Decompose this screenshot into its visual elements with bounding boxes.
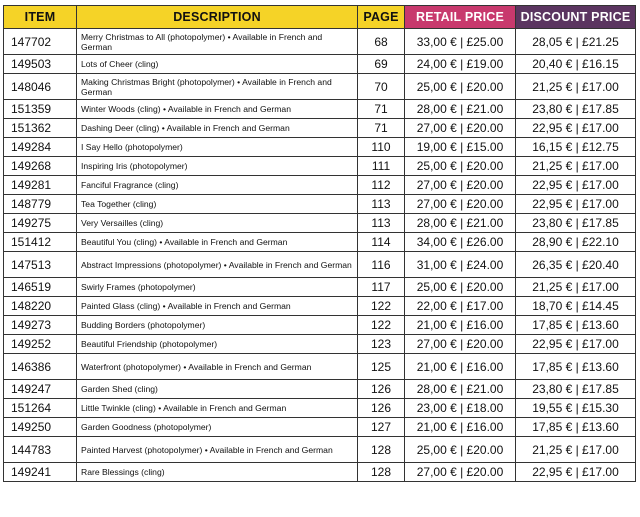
table-row [4,354,636,380]
item-cell: 149247 [4,380,77,399]
discount-price-cell: 23,80 € | £17.85 [516,100,636,119]
page-cell: 116 [358,252,405,278]
header-row [4,6,636,29]
retail-price-cell: 19,00 € | £15.00 [405,138,516,157]
table-row [4,176,636,195]
retail-price-cell: 24,00 € | £19.00 [405,55,516,74]
item-cell: 148779 [4,195,77,214]
table-row [4,297,636,316]
retail-price-cell: 27,00 € | £20.00 [405,119,516,138]
page-cell: 117 [358,278,405,297]
discount-price-cell: 20,40 € | £16.15 [516,55,636,74]
table-header [4,6,636,29]
page-cell: 110 [358,138,405,157]
item-cell: 149503 [4,55,77,74]
item-column-header: ITEM [4,6,77,29]
discount-price-cell: 28,05 € | £21.25 [516,29,636,55]
table-row [4,380,636,399]
table-row [4,252,636,278]
item-cell: 147702 [4,29,77,55]
page-cell: 112 [358,176,405,195]
description-cell: Dashing Deer (cling) • Available in French and German [77,119,358,138]
discount-price-cell: 21,25 € | £17.00 [516,278,636,297]
item-cell: 149284 [4,138,77,157]
description-cell: Beautiful You (cling) • Available in French and German [77,233,358,252]
item-cell: 146519 [4,278,77,297]
page-cell: 69 [358,55,405,74]
retail-price-cell: 23,00 € | £18.00 [405,399,516,418]
table-row [4,278,636,297]
item-cell: 144783 [4,437,77,463]
page-cell: 127 [358,418,405,437]
page-cell: 113 [358,214,405,233]
retail-price-cell: 25,00 € | £20.00 [405,157,516,176]
retail-price-cell: 34,00 € | £26.00 [405,233,516,252]
retail-price-cell: 21,00 € | £16.00 [405,418,516,437]
description-cell: Abstract Impressions (photopolymer) • Available in French and German [77,252,358,278]
discount-price-cell: 22,95 € | £17.00 [516,335,636,354]
table-row [4,29,636,55]
page-cell: 70 [358,74,405,100]
page-cell: 125 [358,354,405,380]
discount-price-cell: 21,25 € | £17.00 [516,157,636,176]
page-cell: 114 [358,233,405,252]
discount-price-cell: 21,25 € | £17.00 [516,74,636,100]
discount-price-cell: 23,80 € | £17.85 [516,214,636,233]
table-row [4,463,636,482]
item-cell: 149252 [4,335,77,354]
retail-price-cell: 27,00 € | £20.00 [405,463,516,482]
discount-price-cell: 22,95 € | £17.00 [516,176,636,195]
description-cell: Painted Harvest (photopolymer) • Available in French and German [77,437,358,463]
description-cell: Winter Woods (cling) • Available in French and German [77,100,358,119]
description-cell: Little Twinkle (cling) • Available in French and German [77,399,358,418]
table-row [4,195,636,214]
item-cell: 149250 [4,418,77,437]
page-cell: 122 [358,316,405,335]
description-cell: Swirly Frames (photopolymer) [77,278,358,297]
discount-price-cell: 17,85 € | £13.60 [516,418,636,437]
description-cell: Painted Glass (cling) • Available in French and German [77,297,358,316]
page-cell: 113 [358,195,405,214]
description-cell: Beautiful Friendship (photopolymer) [77,335,358,354]
retail-price-cell: 25,00 € | £20.00 [405,437,516,463]
retail-price-cell: 33,00 € | £25.00 [405,29,516,55]
page-cell: 71 [358,100,405,119]
item-cell: 151412 [4,233,77,252]
discount-price-cell: 16,15 € | £12.75 [516,138,636,157]
description-cell: Rare Blessings (cling) [77,463,358,482]
retail-price-cell: 21,00 € | £16.00 [405,316,516,335]
item-cell: 149241 [4,463,77,482]
table-row [4,316,636,335]
table-row [4,100,636,119]
retail-price-cell: 27,00 € | £20.00 [405,335,516,354]
page-column-header: PAGE [358,6,405,29]
item-cell: 148220 [4,297,77,316]
item-cell: 151264 [4,399,77,418]
item-cell: 149275 [4,214,77,233]
page-cell: 123 [358,335,405,354]
retail-price-cell: 25,00 € | £20.00 [405,278,516,297]
description-cell: Tea Together (cling) [77,195,358,214]
item-cell: 149268 [4,157,77,176]
description-cell: Budding Borders (photopolymer) [77,316,358,335]
description-cell: Inspiring Iris (photopolymer) [77,157,358,176]
retail-price-column-header: RETAIL PRICE [405,6,516,29]
price-table [3,5,636,482]
table-row [4,138,636,157]
item-cell: 148046 [4,74,77,100]
discount-price-cell: 23,80 € | £17.85 [516,380,636,399]
discount-price-cell: 22,95 € | £17.00 [516,463,636,482]
item-cell: 149273 [4,316,77,335]
table-body [4,29,636,482]
discount-price-cell: 18,70 € | £14.45 [516,297,636,316]
table-row [4,119,636,138]
retail-price-cell: 28,00 € | £21.00 [405,380,516,399]
description-cell: Waterfront (photopolymer) • Available in French and German [77,354,358,380]
table-row [4,214,636,233]
discount-price-cell: 26,35 € | £20.40 [516,252,636,278]
description-cell: Garden Goodness (photopolymer) [77,418,358,437]
retail-price-cell: 22,00 € | £17.00 [405,297,516,316]
page-cell: 68 [358,29,405,55]
description-cell: Very Versailles (cling) [77,214,358,233]
discount-price-column-header: DISCOUNT PRICE [516,6,636,29]
retail-price-cell: 28,00 € | £21.00 [405,100,516,119]
price-list [3,5,636,482]
retail-price-cell: 28,00 € | £21.00 [405,214,516,233]
description-cell: I Say Hello (photopolymer) [77,138,358,157]
discount-price-cell: 19,55 € | £15.30 [516,399,636,418]
description-cell: Fanciful Fragrance (cling) [77,176,358,195]
page-cell: 126 [358,380,405,399]
table-row [4,437,636,463]
discount-price-cell: 21,25 € | £17.00 [516,437,636,463]
page-cell: 111 [358,157,405,176]
table-row [4,157,636,176]
description-cell: Garden Shed (cling) [77,380,358,399]
item-cell: 151359 [4,100,77,119]
item-cell: 147513 [4,252,77,278]
description-cell: Making Christmas Bright (photopolymer) • Available in French and German [77,74,358,100]
description-cell: Lots of Cheer (cling) [77,55,358,74]
discount-price-cell: 17,85 € | £13.60 [516,354,636,380]
retail-price-cell: 27,00 € | £20.00 [405,195,516,214]
discount-price-cell: 22,95 € | £17.00 [516,195,636,214]
description-column-header: DESCRIPTION [77,6,358,29]
table-row [4,233,636,252]
page-cell: 128 [358,463,405,482]
retail-price-cell: 25,00 € | £20.00 [405,74,516,100]
page-cell: 71 [358,119,405,138]
table-row [4,399,636,418]
item-cell: 149281 [4,176,77,195]
page-cell: 122 [358,297,405,316]
page-cell: 128 [358,437,405,463]
description-cell: Merry Christmas to All (photopolymer) • Available in French and German [77,29,358,55]
page-cell: 126 [358,399,405,418]
retail-price-cell: 31,00 € | £24.00 [405,252,516,278]
discount-price-cell: 22,95 € | £17.00 [516,119,636,138]
item-cell: 146386 [4,354,77,380]
table-row [4,335,636,354]
item-cell: 151362 [4,119,77,138]
discount-price-cell: 17,85 € | £13.60 [516,316,636,335]
retail-price-cell: 21,00 € | £16.00 [405,354,516,380]
table-row [4,74,636,100]
retail-price-cell: 27,00 € | £20.00 [405,176,516,195]
table-row [4,55,636,74]
table-row [4,418,636,437]
discount-price-cell: 28,90 € | £22.10 [516,233,636,252]
